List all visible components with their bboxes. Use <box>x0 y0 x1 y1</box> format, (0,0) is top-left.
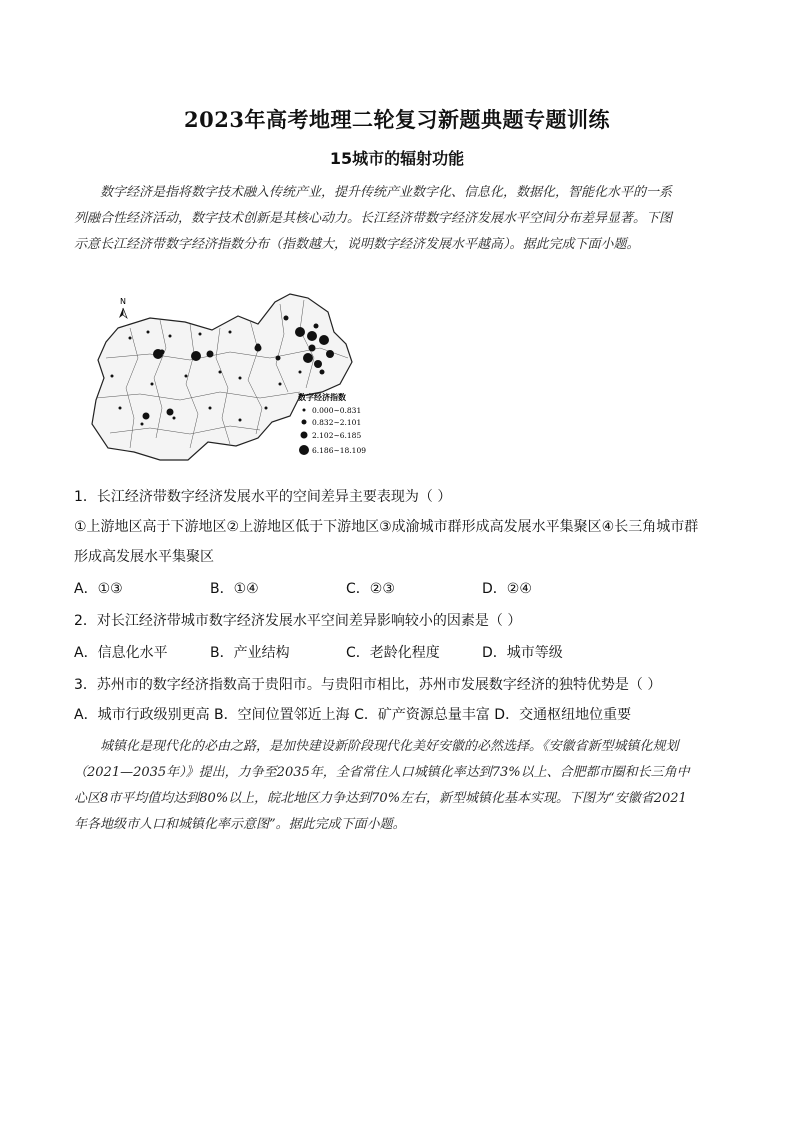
intro-paragraph-1 <box>74 180 720 258</box>
legend-item-1: 0.000~0.831 <box>312 406 362 415</box>
q3-options[interactable]: A．城市行政级别更高 B．空间位置邻近上海 C．矿产资源总量丰富 D．交通枢纽地位重要 <box>74 707 632 723</box>
question-1 <box>74 482 720 572</box>
legend-item-2: 0.832~2.101 <box>312 418 362 427</box>
intro-paragraph-2 <box>74 734 720 838</box>
q1-statements-line1: ①上游地区高于下游地区②上游地区低于下游地区③成渝城市群形成高发展水平集聚区④长三角城市群 <box>74 519 699 535</box>
intro2-line1: 城镇化是现代化的必由之路，是加快建设新阶段现代化美好安徽的必然选择。《安徽省新型城镇化规划 <box>100 739 679 754</box>
q1-option-c[interactable]: C．②③ <box>346 581 395 597</box>
question-2 <box>74 606 720 636</box>
q2-option-d[interactable]: D．城市等级 <box>482 645 563 661</box>
intro2-line2: （2021—2035年）》提出，力争至2035年，全省常住人口城镇化率达到73%以上、合肥都市圈和长三角中 <box>74 765 690 780</box>
north-label: N <box>120 297 126 306</box>
q1-option-a[interactable]: A．①③ <box>74 581 123 597</box>
q2-options <box>74 638 720 668</box>
yangtze-economic-belt-map <box>90 288 380 468</box>
q1-statements-line2: 形成高发展水平集聚区 <box>74 549 214 565</box>
q1-option-b[interactable]: B．①④ <box>210 581 259 597</box>
page-title: 2023年高考地理二轮复习新题典题专题训练 <box>184 107 610 132</box>
map-legend <box>298 392 366 455</box>
intro2-line4: 年各地级市人口和城镇化率示意图”。据此完成下面小题。 <box>74 817 406 832</box>
q2-stem: 2．对长江经济带城市数字经济发展水平空间差异影响较小的因素是（ ） <box>74 613 522 629</box>
question-3 <box>74 670 720 730</box>
q2-option-b[interactable]: B．产业结构 <box>210 645 290 661</box>
legend-item-3: 2.102~6.185 <box>312 431 362 440</box>
legend-title: 数字经济指数 <box>298 393 346 402</box>
q2-option-c[interactable]: C．老龄化程度 <box>346 645 440 661</box>
legend-item-4: 6.186~18.109 <box>312 446 366 455</box>
q3-stem: 3．苏州市的数字经济指数高于贵阳市。与贵阳市相比，苏州市发展数字经济的独特优势是（ ） <box>74 677 662 693</box>
section-subtitle: 15城市的辐射功能 <box>329 149 465 168</box>
q1-option-d[interactable]: D．②④ <box>482 581 532 597</box>
q2-option-a[interactable]: A．信息化水平 <box>74 645 168 661</box>
intro2-line3: 心区8市平均值均达到80%以上，皖北地区力争达到70%左右，新型城镇化基本实现。下图为“安徽省2021 <box>74 791 687 806</box>
north-arrow-icon <box>119 297 127 318</box>
intro1-line3: 示意长江经济带数字经济指数分布（指数越大，说明数字经济发展水平越高）。据此完成下面小题。 <box>74 237 640 252</box>
intro1-line2: 列融合性经济活动，数字技术创新是其核心动力。长江经济带数字经济发展水平空间分布差异显著。下图 <box>74 211 673 226</box>
intro1-line1: 数字经济是指将数字技术融入传统产业，提升传统产业数字化、信息化，数据化，智能化水平的一系 <box>100 185 673 200</box>
q1-stem: 1．长江经济带数字经济发展水平的空间差异主要表现为（ ） <box>74 489 452 505</box>
q1-options <box>74 574 720 604</box>
